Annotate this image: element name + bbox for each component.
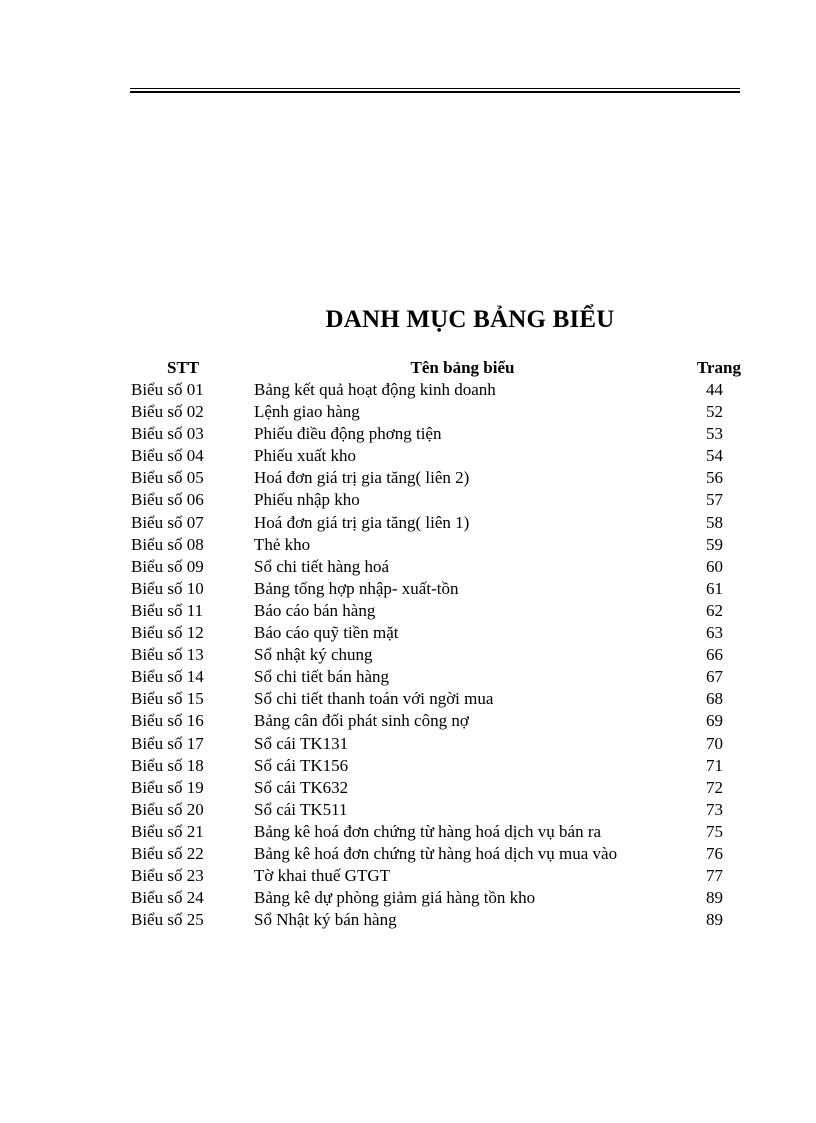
row-page: 58 bbox=[706, 512, 723, 532]
row-name: Sổ cái TK156 bbox=[254, 755, 349, 775]
row-stt: Biểu số 09 bbox=[131, 556, 204, 576]
row-name: Phiếu xuất kho bbox=[254, 446, 356, 466]
row-stt: Biểu số 02 bbox=[131, 402, 204, 422]
row-stt: Biểu số 19 bbox=[131, 777, 204, 797]
row-stt: Biểu số 07 bbox=[131, 512, 204, 532]
table-row bbox=[131, 578, 741, 600]
row-page: 66 bbox=[706, 645, 723, 665]
row-name: Tờ khai thuế GTGT bbox=[254, 866, 390, 886]
row-name: Hoá đơn giá trị gia tăng( liên 2) bbox=[254, 468, 470, 488]
table-of-figures bbox=[131, 356, 741, 931]
table-row bbox=[131, 887, 741, 909]
row-stt: Biểu số 16 bbox=[131, 711, 204, 731]
row-name: Sổ Nhật ký bán hàng bbox=[254, 910, 397, 930]
table-row bbox=[131, 777, 741, 799]
row-page: 68 bbox=[706, 689, 723, 709]
row-stt: Biểu số 01 bbox=[131, 380, 204, 399]
page-title: DANH MỤC BẢNG BIỂU bbox=[325, 306, 615, 333]
row-stt: Biểu số 04 bbox=[131, 446, 204, 466]
table-row bbox=[131, 556, 741, 578]
table-body bbox=[131, 379, 741, 931]
row-name: Sổ nhật ký chung bbox=[254, 645, 373, 665]
table-row bbox=[131, 710, 741, 732]
row-page: 75 bbox=[706, 821, 723, 841]
row-stt: Biểu số 18 bbox=[131, 755, 204, 775]
row-page: 44 bbox=[706, 380, 723, 399]
row-page: 56 bbox=[706, 468, 723, 488]
row-name: Bảng kết quả hoạt động kinh doanh bbox=[254, 380, 496, 399]
table-row bbox=[131, 622, 741, 644]
row-name: Thẻ kho bbox=[254, 534, 311, 554]
row-page: 89 bbox=[706, 888, 723, 908]
row-name: Bảng kê hoá đơn chứng từ hàng hoá dịch vụ bán ra bbox=[254, 821, 602, 841]
row-page: 60 bbox=[706, 556, 723, 576]
row-stt: Biểu số 14 bbox=[131, 667, 204, 687]
table-row bbox=[131, 600, 741, 622]
row-page: 59 bbox=[706, 534, 723, 554]
table-row bbox=[131, 843, 741, 865]
row-name: Phiếu nhập kho bbox=[254, 490, 360, 510]
row-page: 73 bbox=[706, 799, 723, 819]
table-row bbox=[131, 755, 741, 777]
table-row bbox=[131, 733, 741, 755]
table-row bbox=[131, 865, 741, 887]
row-stt: Biểu số 06 bbox=[131, 490, 204, 510]
row-stt: Biểu số 15 bbox=[131, 689, 204, 709]
table-header-row bbox=[131, 356, 741, 379]
row-page: 77 bbox=[706, 866, 723, 886]
header-name: Tên bảng biểu bbox=[410, 358, 515, 377]
row-page: 57 bbox=[706, 490, 723, 510]
header-stt: STT bbox=[167, 358, 200, 377]
row-stt: Biểu số 13 bbox=[131, 645, 204, 665]
row-page: 61 bbox=[706, 578, 723, 598]
row-page: 54 bbox=[706, 446, 723, 466]
row-name: Sổ cái TK131 bbox=[254, 733, 349, 753]
row-stt: Biểu số 24 bbox=[131, 888, 204, 908]
row-stt: Biểu số 12 bbox=[131, 623, 204, 643]
row-name: Hoá đơn giá trị gia tăng( liên 1) bbox=[254, 512, 470, 532]
row-page: 71 bbox=[706, 755, 723, 775]
table-row bbox=[131, 401, 741, 423]
row-name: Sổ cái TK511 bbox=[254, 799, 348, 819]
row-name: Sổ chi tiết hàng hoá bbox=[254, 556, 390, 576]
table-row bbox=[131, 489, 741, 511]
row-stt: Biểu số 21 bbox=[131, 821, 204, 841]
table-row bbox=[131, 909, 741, 931]
row-page: 69 bbox=[706, 711, 723, 731]
table-row bbox=[131, 821, 741, 843]
row-page: 63 bbox=[706, 623, 723, 643]
header-double-rule bbox=[130, 88, 740, 93]
row-name: Sổ cái TK632 bbox=[254, 777, 349, 797]
table-row bbox=[131, 799, 741, 821]
table-row bbox=[131, 467, 741, 489]
row-stt: Biểu số 11 bbox=[131, 600, 204, 620]
row-page: 72 bbox=[706, 777, 723, 797]
row-stt: Biểu số 25 bbox=[131, 910, 204, 930]
row-name: Lệnh giao hàng bbox=[254, 402, 360, 422]
row-page: 62 bbox=[706, 600, 723, 620]
row-name: Báo cáo bán hàng bbox=[254, 600, 376, 620]
table-row bbox=[131, 688, 741, 710]
table-row bbox=[131, 512, 741, 534]
row-stt: Biểu số 10 bbox=[131, 578, 204, 598]
row-stt: Biểu số 08 bbox=[131, 534, 204, 554]
row-name: Bảng tổng hợp nhập- xuất-tồn bbox=[254, 578, 459, 598]
row-stt: Biểu số 22 bbox=[131, 843, 204, 863]
row-name: Bảng kê dự phòng giảm giá hàng tồn kho bbox=[254, 888, 536, 908]
table-row bbox=[131, 534, 741, 556]
row-stt: Biểu số 17 bbox=[131, 733, 204, 753]
row-stt: Biểu số 23 bbox=[131, 866, 204, 886]
row-stt: Biểu số 05 bbox=[131, 468, 204, 488]
row-page: 70 bbox=[706, 733, 723, 753]
table-row bbox=[131, 666, 741, 688]
row-stt: Biểu số 03 bbox=[131, 424, 204, 444]
table-row bbox=[131, 423, 741, 445]
header-page: Trang bbox=[696, 358, 741, 377]
table-row bbox=[131, 445, 741, 467]
row-name: Báo cáo quỹ tiền mặt bbox=[254, 623, 399, 643]
row-page: 89 bbox=[706, 910, 723, 930]
table-row bbox=[131, 644, 741, 666]
row-page: 76 bbox=[706, 843, 723, 863]
row-page: 52 bbox=[706, 402, 723, 422]
table-row bbox=[131, 379, 741, 401]
row-name: Sổ chi tiết thanh toán với ngời mua bbox=[254, 689, 494, 709]
row-page: 67 bbox=[706, 667, 723, 687]
row-stt: Biểu số 20 bbox=[131, 799, 204, 819]
row-page: 53 bbox=[706, 424, 723, 444]
row-name: Sổ chi tiết bán hàng bbox=[254, 667, 390, 687]
row-name: Bảng kê hoá đơn chứng từ hàng hoá dịch vụ mua vào bbox=[254, 843, 618, 863]
row-name: Bảng cân đối phát sinh công nợ bbox=[254, 711, 469, 731]
row-name: Phiếu điều động phơng tiện bbox=[254, 424, 442, 444]
